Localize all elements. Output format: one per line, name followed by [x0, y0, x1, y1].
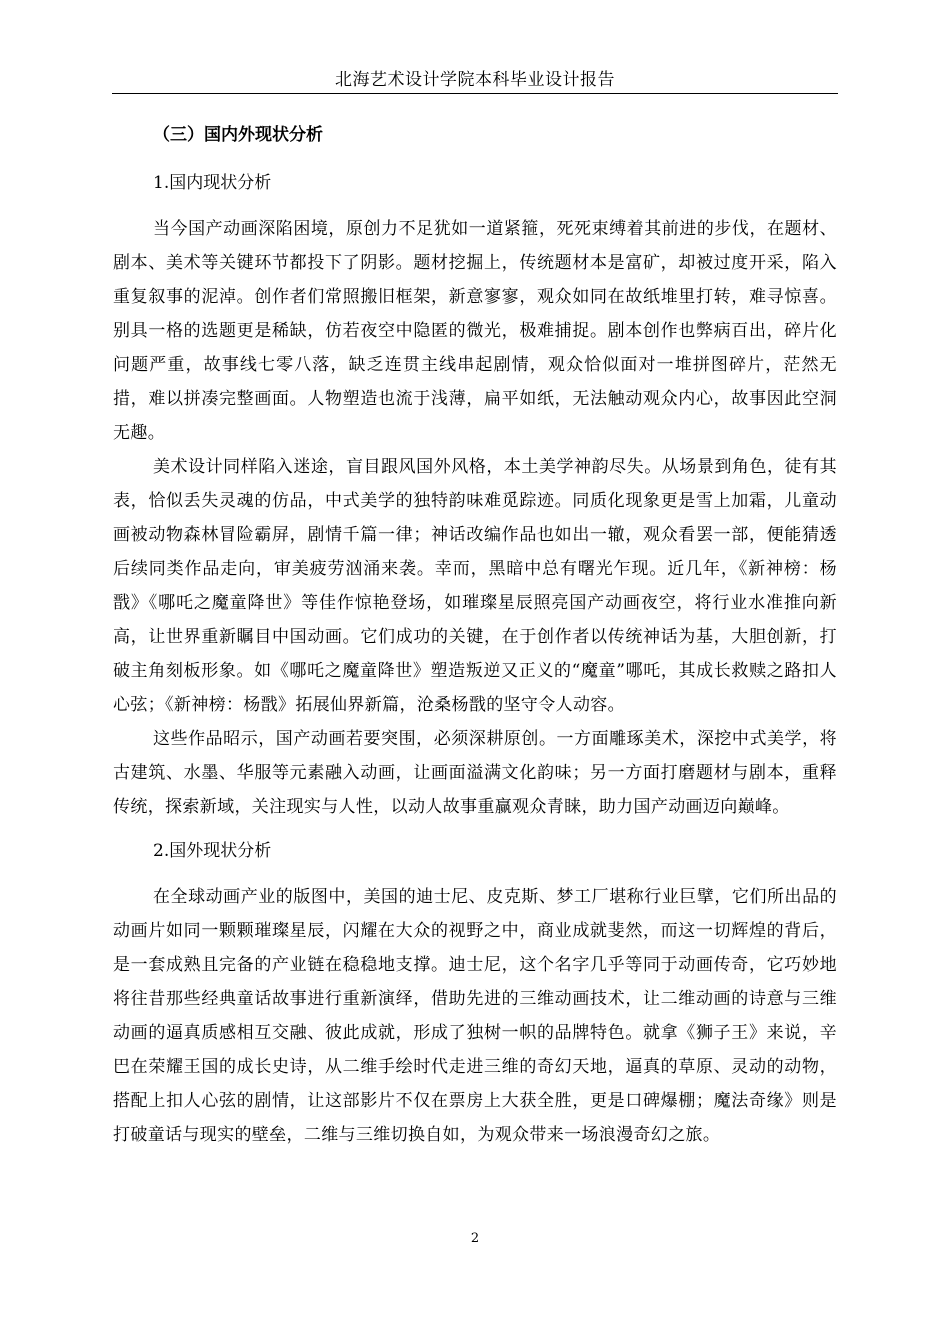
paragraph-domestic-1: 当今国产动画深陷困境，原创力不足犹如一道紧箍，死死束缚着其前进的步伐，在题材、剧本、美术等关键环节都投下了阴影。题材挖掘上，传统题材本是富矿，却被过度开采，陷入重复叙事的泥淖。创作者们常照搬旧框架，新意寥寥，观众如同在故纸堆里打转，难寻惊喜。别具一格的选题更是稀缺，仿若夜空中隐匿的微光，极难捕捉。剧本创作也弊病百出，碎片化问题严重，故事线七零八落，缺乏连贯主线串起剧情，观众恰似面对一堆拼图碎片，茫然无措，难以拼凑完整画面。人物塑造也流于浅薄，扁平如纸，无法触动观众内心，故事因此空洞无趣。 [113, 219, 837, 443]
paragraph-domestic-2: 美术设计同样陷入迷途，盲目跟风国外风格，本土美学神韵尽失。从场景到角色，徒有其表，恰似丢失灵魂的仿品，中式美学的独特韵味难觅踪迹。同质化现象更是雪上加霜，儿童动画被动物森林冒险霸屏，剧情千篇一律；神话改编作品也如出一辙，观众看罢一部，便能猜透后续同类作品走向，审美疲劳汹涌来袭。幸而，黑暗中总有曙光乍现。近几年，《新神榜：杨戬》《哪吒之魔童降世》等佳作惊艳登场，如璀璨星辰照亮国产动画夜空，将行业水准推向新高，让世界重新瞩目中国动画。它们成功的关键，在于创作者以传统神话为基，大胆创新，打破主角刻板形象。如《哪吒之魔童降世》塑造叛逆又正义的“魔童”哪吒，其成长救赎之路扣人心弦；《新神榜：杨戬》拓展仙界新篇，沧桑杨戬的坚守令人动容。 [113, 457, 837, 715]
section-heading: （三）国内外现状分析 [153, 125, 323, 145]
body-content [113, 122, 837, 1152]
subsection-heading-foreign: 2.国外现状分析 [153, 841, 272, 861]
paragraph-domestic-3: 这些作品昭示，国产动画若要突围，必须深耕原创。一方面雕琢美术，深挖中式美学，将古建筑、水墨、华服等元素融入动画，让画面溢满文化韵味；另一方面打磨题材与剧本，重释传统，探索新域，关注现实与人性，以动人故事重赢观众青睐，助力国产动画迈向巅峰。 [113, 729, 837, 817]
running-header: 北海艺术设计学院本科毕业设计报告 [335, 70, 615, 90]
header-divider [112, 93, 838, 94]
paragraph-foreign-1: 在全球动画产业的版图中，美国的迪士尼、皮克斯、梦工厂堪称行业巨擘，它们所出品的动画片如同一颗颗璀璨星辰，闪耀在大众的视野之中，商业成就斐然，而这一切辉煌的背后，是一套成熟且完备的产业链在稳稳地支撑。迪士尼，这个名字几乎等同于动画传奇，它巧妙地将往昔那些经典童话故事进行重新演绎，借助先进的三维动画技术，让二维动画的诗意与三维动画的逼真质感相互交融、彼此成就，形成了独树一帜的品牌特色。就拿《狮子王》来说，辛巴在荣耀王国的成长史诗，从二维手绘时代走进三维的奇幻天地，逼真的草原、灵动的动物，搭配上扣人心弦的剧情，让这部影片不仅在票房上大获全胜，更是口碑爆棚；魔法奇缘》则是打破童话与现实的壁垒，二维与三维切换自如，为观众带来一场浪漫奇幻之旅。 [113, 887, 837, 1145]
subsection-heading-domestic: 1.国内现状分析 [153, 173, 272, 193]
page-number: 2 [470, 1231, 480, 1246]
